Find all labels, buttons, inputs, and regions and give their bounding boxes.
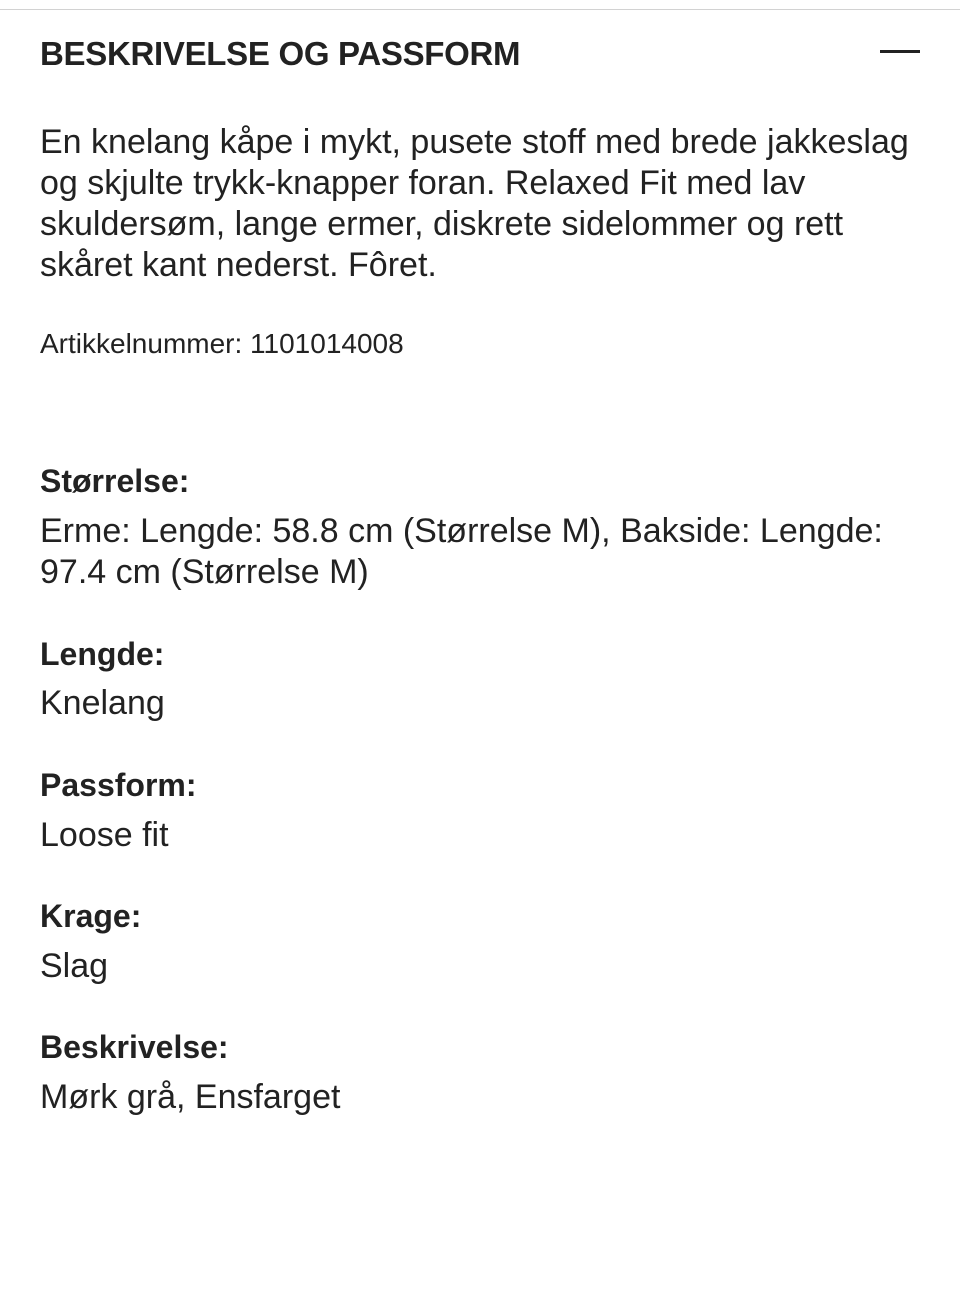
attribute-label-length: Lengde: <box>40 636 165 672</box>
attribute-value-size: Erme: Lengde: 58.8 cm (Størrelse M), Bakside: Lengde: 97.4 cm (Størrelse M) <box>40 512 883 591</box>
accordion-header-description-fit[interactable] <box>0 10 960 96</box>
minus-icon[interactable] <box>880 50 920 53</box>
attribute-label-collar: Krage: <box>40 898 142 934</box>
attribute-label-fit: Passform: <box>40 767 197 803</box>
attribute-value-length: Knelang <box>40 684 165 722</box>
attribute-value-collar: Slag <box>40 947 109 985</box>
product-description: En knelang kåpe i mykt, pusete stoff med brede jakkeslag og skjulte trykk-knapper foran. Relaxed Fit med lav skuldersøm, lange ermer, diskrete sidelommer og rett skåret kant nederst. Fôret. <box>40 123 909 284</box>
attribute-value-description: Mørk grå, Ensfarget <box>40 1078 341 1116</box>
attribute-value-fit: Loose fit <box>40 816 169 854</box>
attribute-label-description: Beskrivelse: <box>40 1029 229 1065</box>
article-number: Artikkelnummer: 1101014008 <box>40 328 404 359</box>
section-title: BESKRIVELSE OG PASSFORM <box>40 35 521 72</box>
attribute-label-size: Størrelse: <box>40 463 190 499</box>
